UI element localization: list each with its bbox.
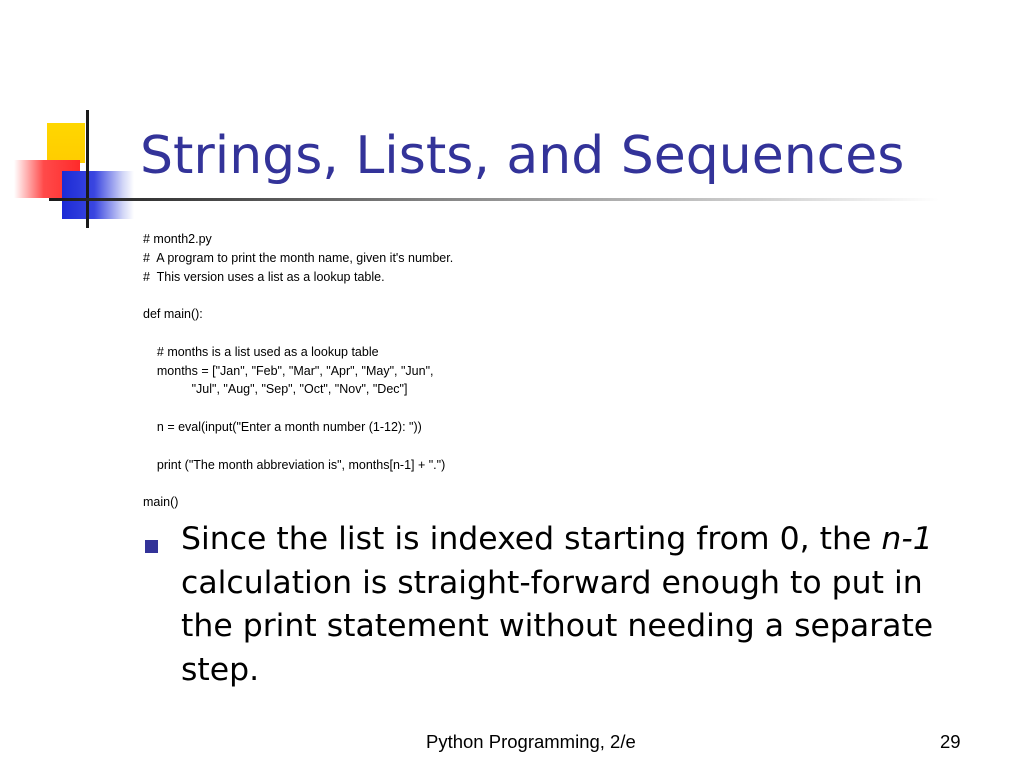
code-line: def main(): [143, 307, 203, 322]
code-line: "Jul", "Aug", "Sep", "Oct", "Nov", "Dec"] [143, 382, 408, 397]
code-line: # month2.py [143, 232, 212, 246]
page-number: 29 [940, 731, 961, 752]
code-line [143, 399, 453, 418]
code-line: n = eval(input("Enter a month number (1-12): ")) [143, 419, 422, 434]
code-line [143, 437, 453, 456]
code-line: print ("The month abbreviation is", months[n-1] + ".") [143, 457, 446, 472]
code-line [143, 474, 453, 493]
logo-vertical-line [86, 110, 89, 228]
code-block [143, 230, 453, 512]
slide-title: Strings, Lists, and Sequences [140, 126, 905, 186]
bullet-text-italic: n-1 [881, 521, 933, 557]
code-line: months = ["Jan", "Feb", "Mar", "Apr", "May", "Jun", [143, 363, 434, 378]
logo-blue-square [62, 171, 134, 219]
logo-yellow-square [47, 123, 85, 163]
bullet-text-end: calculation is straight-forward enough to put in the print statement without needing a separate step. [181, 564, 934, 688]
footer-text: Python Programming, 2/e [426, 731, 636, 752]
code-line: # A program to print the month name, given it's number. [143, 250, 454, 265]
title-underline [49, 198, 939, 201]
code-line [143, 324, 453, 343]
square-bullet-icon [145, 540, 158, 553]
code-line: # months is a list used as a lookup table [143, 344, 379, 359]
bullet-text-start: Since the list is indexed starting from 0, the [181, 521, 882, 557]
bullet-text [181, 518, 981, 692]
code-line: # This version uses a list as a lookup table. [143, 269, 385, 284]
code-line [143, 286, 453, 305]
code-line: main() [143, 495, 179, 510]
